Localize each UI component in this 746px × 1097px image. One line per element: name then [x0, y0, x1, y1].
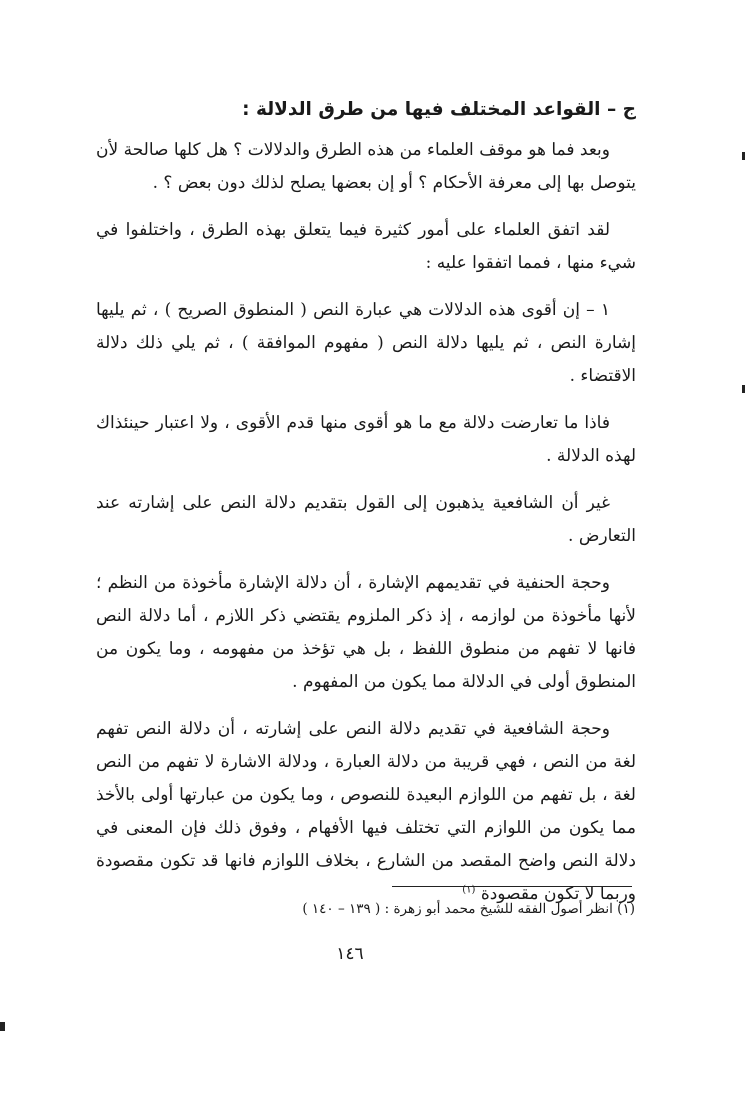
paragraph-5: غير أن الشافعية يذهبون إلى القول بتقديم دلالة النص على إشارته عند التعارض . [96, 493, 636, 546]
footnote-reference: (١) [462, 884, 476, 896]
page-number: ١٤٦ [336, 944, 364, 964]
paragraph-1: وبعد فما هو موقف العلماء من هذه الطرق والدلالات ؟ هل كلها صالحة لأن يتوصل بها إلى معرفة الأحكام ؟ أو إن بعضها يصلح لذلك دون بعض ؟ . [96, 140, 636, 193]
paragraph-4: فاذا ما تعارضت دلالة مع ما هو أقوى منها قدم الأقوى ، ولا اعتبار حينئذاك لهذه الدلالة . [96, 413, 636, 466]
scan-edge-mark-bottom-left [0, 1022, 5, 1031]
scan-edge-mark-middle-right [742, 385, 745, 393]
paragraph-7-text: وحجة الشافعية في تقديم دلالة النص على إشارته ، أن دلالة النص تفهم لغة من النص ، فهي قريبة من دلالة العبارة ، ودلالة الاشارة لا تفهم من النص لغة ، بل تفهم من اللوازم البعيدة للنصوص ، وما يكون من عبارتها أولى بالأخذ مما يكون من اللوازم التي تختلف فيها الأفهام ، وفوق ذلك فإن المعنى في دلالة النص واضح المقصد من الشارع ، بخلاف اللوازم فانها قد تكون مقصودة وربما لا تكون مقصودة [96, 719, 636, 904]
paragraph-2: لقد اتفق العلماء على أمور كثيرة فيما يتعلق بهذه الطرق ، واختلفوا في شيء منها ، فمما اتفقوا عليه : [96, 220, 636, 273]
footnote-divider [392, 886, 632, 887]
section-heading: ج – القواعد المختلف فيها من طرق الدلالة : [242, 99, 636, 120]
page-body [96, 92, 636, 925]
scan-edge-mark-top-right [742, 152, 745, 160]
footnote: (١) انظر أصول الفقه للشيخ محمد أبو زهرة : ( ١٣٩ – ١٤٠ ) [302, 901, 635, 917]
paragraph-7 [96, 713, 636, 911]
paragraph-3: ١ – إن أقوى هذه الدلالات هي عبارة النص ( المنطوق الصريح ) ، ثم يليها إشارة النص ، ثم يليها دلالة النص ( مفهوم الموافقة ) ، ثم يلي ذلك دلالة الاقتضاء . [96, 300, 636, 386]
paragraph-6: وحجة الحنفية في تقديمهم الإشارة ، أن دلالة الإشارة مأخوذة من النظم ؛ لأنها مأخوذة من لوازمه ، إذ ذكر الملزوم يقتضي ذكر اللازم ، أما دلالة النص فانها لا تفهم من منطوق اللفظ ، بل هي تؤخذ من مفهومه ، وما يكون من المنطوق أولى في الدلالة مما يكون من المفهوم . [96, 573, 636, 692]
